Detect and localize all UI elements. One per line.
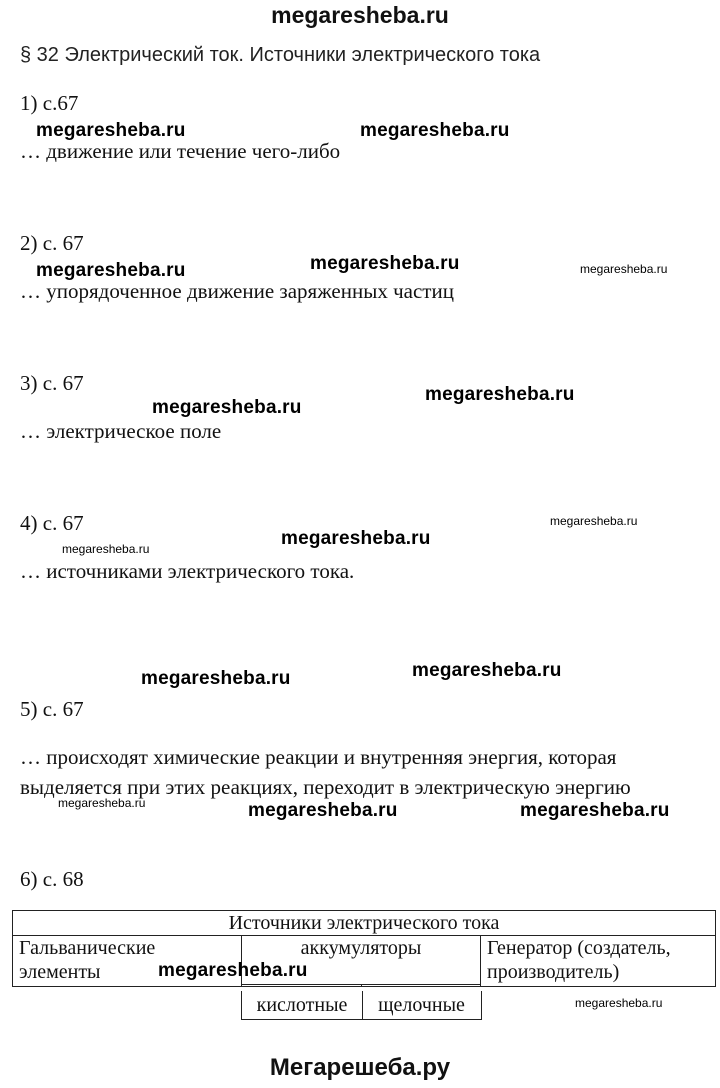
watermark: megaresheba.ru [158,960,308,981]
watermark: megaresheba.ru [62,542,150,556]
answer-3-number: 3) с. 67 [20,371,84,395]
watermark: megaresheba.ru [520,800,670,821]
cell-accumulators: аккумуляторы [242,936,481,985]
cell-generator-line2: производитель) [487,961,620,983]
watermark: megaresheba.ru [152,397,302,418]
answer-2-number: 2) с. 67 [20,231,84,255]
section-title: § 32 Электрический ток. Источники электрического тока [20,44,541,66]
watermark: megaresheba.ru [360,120,510,141]
cell-alkaline: щелочные [362,991,482,1020]
cell-generator-line1: Генератор (создатель, [487,937,671,959]
answer-2-text: … упорядоченное движение заряженных частиц [20,279,454,303]
answer-5-number: 5) с. 67 [20,697,84,721]
watermark: megaresheba.ru [36,120,186,141]
watermark: megaresheba.ru [36,260,186,281]
answer-1-number: 1) с.67 [20,91,79,115]
answer-5-text-line1: … происходят химические реакции и внутренняя энергия, которая [20,745,617,769]
answer-4-text: … источниками электрического тока. [20,559,355,583]
answer-5-text-line2: выделяется при этих реакциях, переходит в электрическую энергию [20,775,631,799]
watermark: megaresheba.ru [248,800,398,821]
cell-galvanic-line1: Гальванические [19,937,156,959]
empty-spacer [242,985,362,987]
cell-generator [481,936,716,987]
header-watermark: megaresheba.ru [271,2,449,28]
answer-4-number: 4) с. 67 [20,511,84,535]
answer-6-number: 6) с. 68 [20,867,84,891]
watermark: megaresheba.ru [58,796,146,810]
watermark: megaresheba.ru [141,668,291,689]
watermark: megaresheba.ru [575,996,663,1010]
answer-3-text: … электрическое поле [20,419,222,443]
sources-table [12,910,716,987]
watermark: megaresheba.ru [281,528,431,549]
watermark: megaresheba.ru [550,514,638,528]
watermark: megaresheba.ru [580,262,668,276]
watermark: megaresheba.ru [412,660,562,681]
watermark: megaresheba.ru [425,384,575,405]
table-header: Источники электрического тока [13,911,716,936]
answer-1-text: … движение или течение чего-либо [20,139,341,163]
footer-watermark: Мегарешеба.ру [269,1054,451,1081]
cell-galvanic-line2: элементы [19,961,101,983]
cell-acid: кислотные [241,991,363,1020]
empty-spacer-2 [361,985,481,987]
watermark: megaresheba.ru [310,253,460,274]
